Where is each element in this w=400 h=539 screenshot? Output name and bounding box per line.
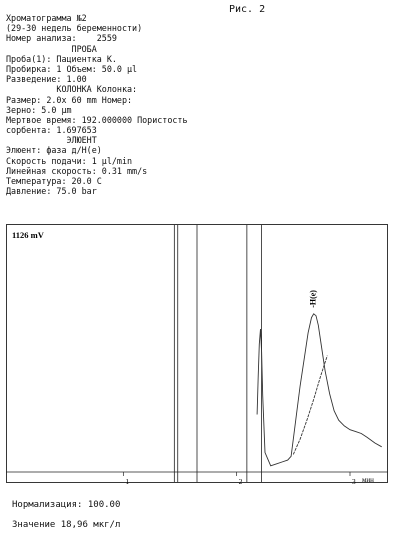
report-line: КОЛОНКА Колонка: xyxy=(6,84,138,95)
report-line: Хроматограмма №2 xyxy=(6,13,87,23)
report-line: Скорость подачи: 1 µl/min xyxy=(6,155,133,166)
chromatogram-svg xyxy=(6,224,390,489)
x-ticks xyxy=(123,472,356,486)
y-axis-label: 1126 mV xyxy=(12,230,44,240)
report-line: Зерно: 5.0 µm xyxy=(6,104,72,115)
report-line: Размер: 2.0x 60 mm Номер: xyxy=(6,94,133,105)
report-line: Пробирка: 1 Объем: 50.0 µl xyxy=(6,63,138,74)
report-line: Элюент: фаза д/Н(е) xyxy=(6,145,102,156)
report-line: ЭЛЮЕНТ xyxy=(6,135,97,146)
report-line: сорбента: 1.697653 xyxy=(6,125,97,136)
normalization-text: Нормализация: 100.00 xyxy=(12,500,121,510)
report-line: ПРОБА xyxy=(6,43,97,54)
trace-group xyxy=(257,314,382,466)
report-line: Температура: 20.0 C xyxy=(6,176,102,186)
chromatogram-chart xyxy=(6,224,390,493)
report-line: (29-30 недель беременности) xyxy=(6,23,143,34)
peak-label: -Н(е) xyxy=(308,290,318,308)
vertical-markers xyxy=(174,225,261,482)
value-text: Значение 18,96 мкг/л xyxy=(12,520,121,530)
report-line: Разведение: 1.00 xyxy=(6,74,87,85)
x-tick-label: 3 xyxy=(352,477,356,486)
analysis-report xyxy=(6,13,188,196)
report-line: Мертвое время: 192.000000 Пористость xyxy=(6,114,188,125)
report-line: Проба(1): Пациентка К. xyxy=(6,53,117,64)
figure-label: Рис. 2 xyxy=(229,4,266,15)
x-tick-label: 2 xyxy=(238,477,243,486)
baseline-trace xyxy=(293,356,327,455)
report-line: Давление: 75.0 bar xyxy=(6,186,97,197)
report-line: Линейная скорость: 0.31 mm/s xyxy=(6,165,148,176)
chromatogram-trace xyxy=(257,314,382,466)
x-tick-label: 1 xyxy=(125,477,130,486)
x-unit-label: мин xyxy=(362,476,374,484)
report-line: Номер анализа: 2559 xyxy=(6,33,117,44)
